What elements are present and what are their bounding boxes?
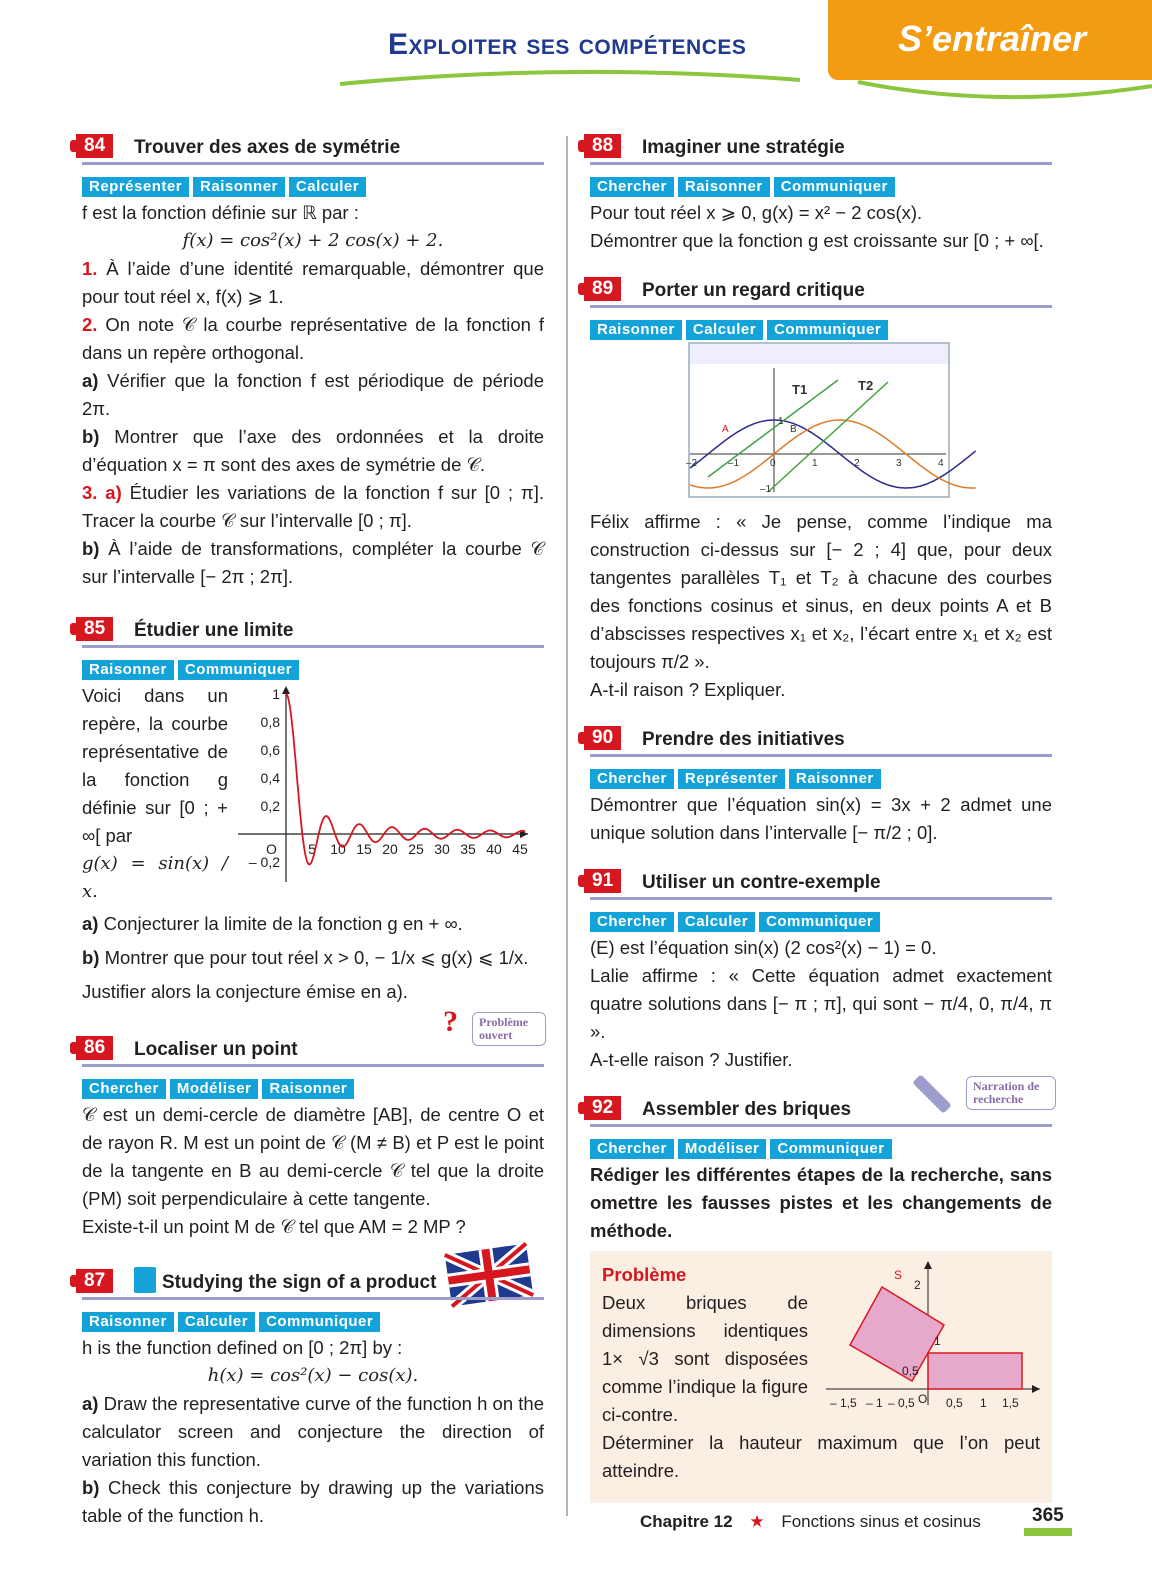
open-problem-badge: ? Problème ouvert: [472, 1012, 546, 1046]
exercise-title: Étudier une limite: [134, 620, 294, 641]
instruction-text: Rédiger les différentes étapes de la recherche, sans omettre les fausses pistes et les changements de méthode.: [590, 1164, 1052, 1241]
geogebra-screenshot: [688, 342, 950, 498]
exercise-84: [82, 130, 544, 591]
exercise-number: 87: [76, 1269, 113, 1293]
skill-tag: Représenter: [678, 769, 785, 789]
tick-label: 1: [980, 1396, 987, 1410]
y-tick-label: 1: [778, 416, 784, 427]
question-text: À l’aide d’une identité remarquable, démontrer que pour tout réel x, f(x) ⩾ 1.: [82, 258, 545, 307]
exercise-title: Utiliser un contre-exemple: [642, 872, 881, 893]
bricks-figure: [826, 1259, 1042, 1409]
question-number: 2.: [82, 314, 98, 335]
exercise-number: 88: [584, 134, 621, 158]
x-tick-label: 45: [512, 841, 528, 857]
x-tick-label: –2: [686, 458, 698, 469]
question-text: Vérifier que la fonction f est périodique de période 2π.: [82, 370, 545, 419]
exercise-87: [82, 1265, 544, 1530]
skill-tag: Chercher: [590, 912, 674, 932]
left-column: [82, 130, 544, 1548]
question-text: Justifier alors la conjecture émise en a).: [82, 981, 408, 1002]
exercise-title: Studying the sign of a product: [162, 1272, 437, 1293]
exercise-number: 92: [584, 1096, 621, 1120]
problem-title: Problème: [602, 1264, 687, 1285]
statement-line: h is the function defined on [0 ; 2π] by :: [82, 1337, 403, 1358]
problem-box: [590, 1251, 1052, 1503]
statement-text: Démontrer que l’équation sin(x) = 3x + 2 admet une unique solution dans l’intervalle [− π/2 ; 0].: [590, 794, 1052, 843]
x-tick-label: 4: [938, 458, 944, 469]
point-A-label: A: [722, 424, 729, 435]
y-tick-label: 0,8: [260, 714, 280, 730]
skill-tag: Représenter: [82, 177, 189, 197]
subquestion-label: a): [82, 370, 99, 391]
chapter-topic: Fonctions sinus et cosinus: [781, 1512, 981, 1531]
tab-swoosh: [828, 80, 1152, 102]
y-tick-label: –1: [760, 484, 772, 495]
label-T2: T2: [858, 378, 874, 393]
function-formula: h(x) = cos²(x) − cos(x).: [207, 1365, 419, 1386]
subquestion-label: a): [82, 913, 99, 934]
x-tick-label: 15: [356, 841, 372, 857]
column-divider: [566, 136, 568, 1516]
skill-tag: Communiquer: [767, 320, 888, 340]
skill-tags: [82, 1306, 544, 1330]
skill-tag: Calculer: [678, 912, 755, 932]
statement-text: Voici dans un repère, la courbe représentative de la fonction g définie sur [0 ; + ∞[ par: [82, 685, 228, 846]
problem-text: Deux briques de dimensions identiques 1× √3 sont disposées comme l’indique la figure ci-contre.: [602, 1292, 808, 1425]
exercise-86: [82, 1005, 544, 1241]
x-tick-label: 20: [382, 841, 398, 857]
question-mark-icon: ?: [443, 1005, 458, 1038]
question-text: Check this conjecture by drawing up the variations table of the function h.: [82, 1477, 545, 1526]
skill-tag: Chercher: [590, 769, 674, 789]
question-text: Existe-t-il un point M de 𝒞 tel que AM = 2 MP ?: [82, 1216, 466, 1237]
subquestion-label: b): [82, 947, 100, 968]
skill-tag: Communiquer: [178, 660, 299, 680]
exercise-number: 86: [76, 1036, 113, 1060]
calculator-icon: [134, 1267, 156, 1293]
origin-label: O: [918, 1392, 928, 1406]
exercise-90: [590, 722, 1052, 847]
question-text: À l’aide de transformations, compléter la courbe 𝒞 sur l’intervalle [− 2π ; 2π].: [82, 538, 545, 587]
header-swoosh: [340, 66, 810, 88]
exercise-number: 85: [76, 617, 113, 641]
exercise-88: [590, 130, 1052, 255]
skill-tags: [82, 654, 544, 678]
tick-label: 1,5: [1002, 1396, 1019, 1410]
skill-tags: [590, 314, 1052, 338]
exercise-title: Trouver des axes de symétrie: [134, 137, 401, 158]
page-number: 365: [1032, 1505, 1064, 1526]
statement-line: Pour tout réel x ⩾ 0, g(x) = x² − 2 cos(x).: [590, 202, 923, 223]
question-text: Montrer que pour tout réel x > 0, − 1/x ⩽ g(x) ⩽ 1/x.: [104, 947, 529, 968]
statement-text: 𝒞 est un demi-cercle de diamètre [AB], de centre O et de rayon R. M est un point de 𝒞 (M ≠ B) et P est le point de la tangente en B au demi-cercle 𝒞 tel que la droite (PM) soit perpendiculaire à cette tangente.: [82, 1104, 544, 1209]
exercise-92: [590, 1079, 1052, 1503]
y-tick-label: 0,4: [260, 770, 280, 786]
skill-tag: Calculer: [686, 320, 763, 340]
page-footer: [640, 1512, 981, 1532]
skill-tag: Modéliser: [170, 1079, 259, 1099]
exercise-91: [590, 865, 1052, 1074]
x-tick-label: 25: [408, 841, 424, 857]
y-tick-label: 0,2: [260, 798, 280, 814]
y-tick-label: 0,6: [260, 742, 280, 758]
exercise-number: 89: [584, 277, 621, 301]
subquestion-label: b): [82, 1477, 100, 1498]
tick-label: 0,5: [902, 1364, 919, 1378]
x-tick-label: 0: [770, 458, 776, 469]
subquestion-label: b): [82, 426, 100, 447]
page-header-title: Exploiter ses compétences: [388, 28, 747, 61]
exercise-number: 91: [584, 869, 621, 893]
subquestion-label: b): [82, 538, 100, 559]
question-text: Étudier les variations de la fonction f sur [0 ; π]. Tracer la courbe 𝒞 sur l’intervalle [0 ; π].: [82, 482, 544, 531]
exercise-title: Assembler des briques: [642, 1099, 852, 1120]
exercise-number: 90: [584, 726, 621, 750]
skill-tag: Calculer: [289, 177, 366, 197]
skill-tag: Raisonner: [82, 1312, 174, 1332]
skill-tag: Raisonner: [193, 177, 285, 197]
tick-label: 2: [914, 1278, 921, 1292]
exercise-title: Imaginer une stratégie: [642, 137, 845, 158]
skill-tag: Chercher: [82, 1079, 166, 1099]
page-number-bar: [1024, 1528, 1072, 1536]
sinc-curve: [286, 694, 525, 864]
point-B-label: B: [790, 424, 797, 435]
chapter-label: Chapitre 12: [640, 1512, 733, 1531]
x-tick-label: 3: [896, 458, 902, 469]
exercise-title: Porter un regard critique: [642, 280, 865, 301]
statement-line: f est la fonction définie sur ℝ par :: [82, 202, 359, 223]
x-tick-label: 10: [330, 841, 346, 857]
statement-line: Démontrer que la fonction g est croissante sur [0 ; + ∞[.: [590, 230, 1044, 251]
research-narration-badge: Narration de recherche: [966, 1076, 1056, 1110]
skill-tag: Communiquer: [259, 1312, 380, 1332]
exercise-title: Prendre des initiatives: [642, 729, 845, 750]
flat-brick: [928, 1353, 1022, 1389]
origin-label: O: [266, 841, 277, 857]
label-T1: T1: [792, 382, 808, 397]
function-formula: g(x) = sin(x) / x.: [82, 853, 228, 902]
y-tick-label: – 0,2: [248, 854, 280, 870]
skill-tags: [590, 171, 1052, 195]
skill-tag: Raisonner: [82, 660, 174, 680]
exercise-number: 84: [76, 134, 113, 158]
skill-tag: Communiquer: [774, 177, 895, 197]
subquestion-label: a): [82, 1393, 99, 1414]
question-number: 1.: [82, 258, 98, 279]
skill-tags: [590, 906, 1052, 930]
question-text: Montrer que l’axe des ordonnées et la droite d’équation x = π sont des axes de symétrie de 𝒞.: [82, 426, 545, 475]
exercise-89: [590, 273, 1052, 704]
tick-label: 1: [934, 1334, 941, 1348]
x-tick-label: –1: [728, 458, 740, 469]
skill-tag: Modéliser: [678, 1139, 767, 1159]
function-formula: f(x) = cos²(x) + 2 cos(x) + 2.: [182, 230, 444, 251]
x-tick-label: 40: [486, 841, 502, 857]
skill-tag: Calculer: [178, 1312, 255, 1332]
skill-tag: Raisonner: [789, 769, 881, 789]
skill-tag: Raisonner: [678, 177, 770, 197]
skill-tag: Raisonner: [590, 320, 682, 340]
skill-tag: Communiquer: [770, 1139, 891, 1159]
star-icon: ★: [749, 1512, 765, 1531]
problem-question: Déterminer la hauteur maximum que l’on peut atteindre.: [602, 1432, 1040, 1481]
exercise-title: Localiser un point: [134, 1039, 298, 1060]
question-text: A-t-il raison ? Expliquer.: [590, 679, 786, 700]
x-tick-label: 30: [434, 841, 450, 857]
exercise-85: [82, 613, 544, 1006]
right-column: [590, 130, 1052, 1521]
y-tick-label: 1: [272, 686, 280, 702]
tick-label: – 1,5: [830, 1396, 857, 1410]
x-tick-label: 1: [812, 458, 818, 469]
x-tick-label: 35: [460, 841, 476, 857]
tick-label: – 0,5: [888, 1396, 915, 1410]
tick-label: – 1: [866, 1396, 883, 1410]
statement-line: (E) est l’équation sin(x) (2 cos²(x) − 1) = 0.: [590, 937, 937, 958]
tick-label: 0,5: [946, 1396, 963, 1410]
skill-tags: [590, 1133, 1052, 1157]
skill-tag: Communiquer: [759, 912, 880, 932]
sinc-graph: [238, 682, 538, 892]
skill-tags: [82, 1073, 544, 1097]
question-text: A-t-elle raison ? Justifier.: [590, 1049, 793, 1070]
point-S-label: S: [894, 1268, 903, 1282]
statement-text: Félix affirme : « Je pense, comme l’indique ma construction ci-dessus sur [− 2 ; 4] que, pour deux tangentes parallèles T₁ et T₂ à chacune des courbes des fonctions cosinus et sinus, en deux points A et B d’abscisses respectives x₁ et x₂, l’écart entre x₁ et x₂ est toujours π/2 ».: [590, 511, 1052, 672]
x-tick-label: 5: [308, 841, 316, 857]
statement-line: Lalie affirme : « Cette équation admet exactement quatre solutions dans [− π ; π], qui sont − π/4, 0, π/4, π ».: [590, 965, 1052, 1042]
geogebra-toolbar: [690, 344, 948, 364]
skill-tag: Chercher: [590, 1139, 674, 1159]
question-text: Conjecturer la limite de la fonction g en + ∞.: [103, 913, 463, 934]
question-text: Draw the representative curve of the function h on the calculator screen and conjecture the direction of variation this function.: [82, 1393, 544, 1470]
skill-tags: [590, 763, 1052, 787]
question-number: 3. a): [82, 482, 122, 503]
skill-tags: [82, 171, 544, 195]
skill-tag: Chercher: [590, 177, 674, 197]
x-tick-label: 2: [854, 458, 860, 469]
question-text: On note 𝒞 la courbe représentative de la fonction f dans un repère orthogonal.: [82, 314, 545, 363]
skill-tag: Raisonner: [262, 1079, 354, 1099]
section-tab: S’entraîner: [828, 0, 1152, 80]
